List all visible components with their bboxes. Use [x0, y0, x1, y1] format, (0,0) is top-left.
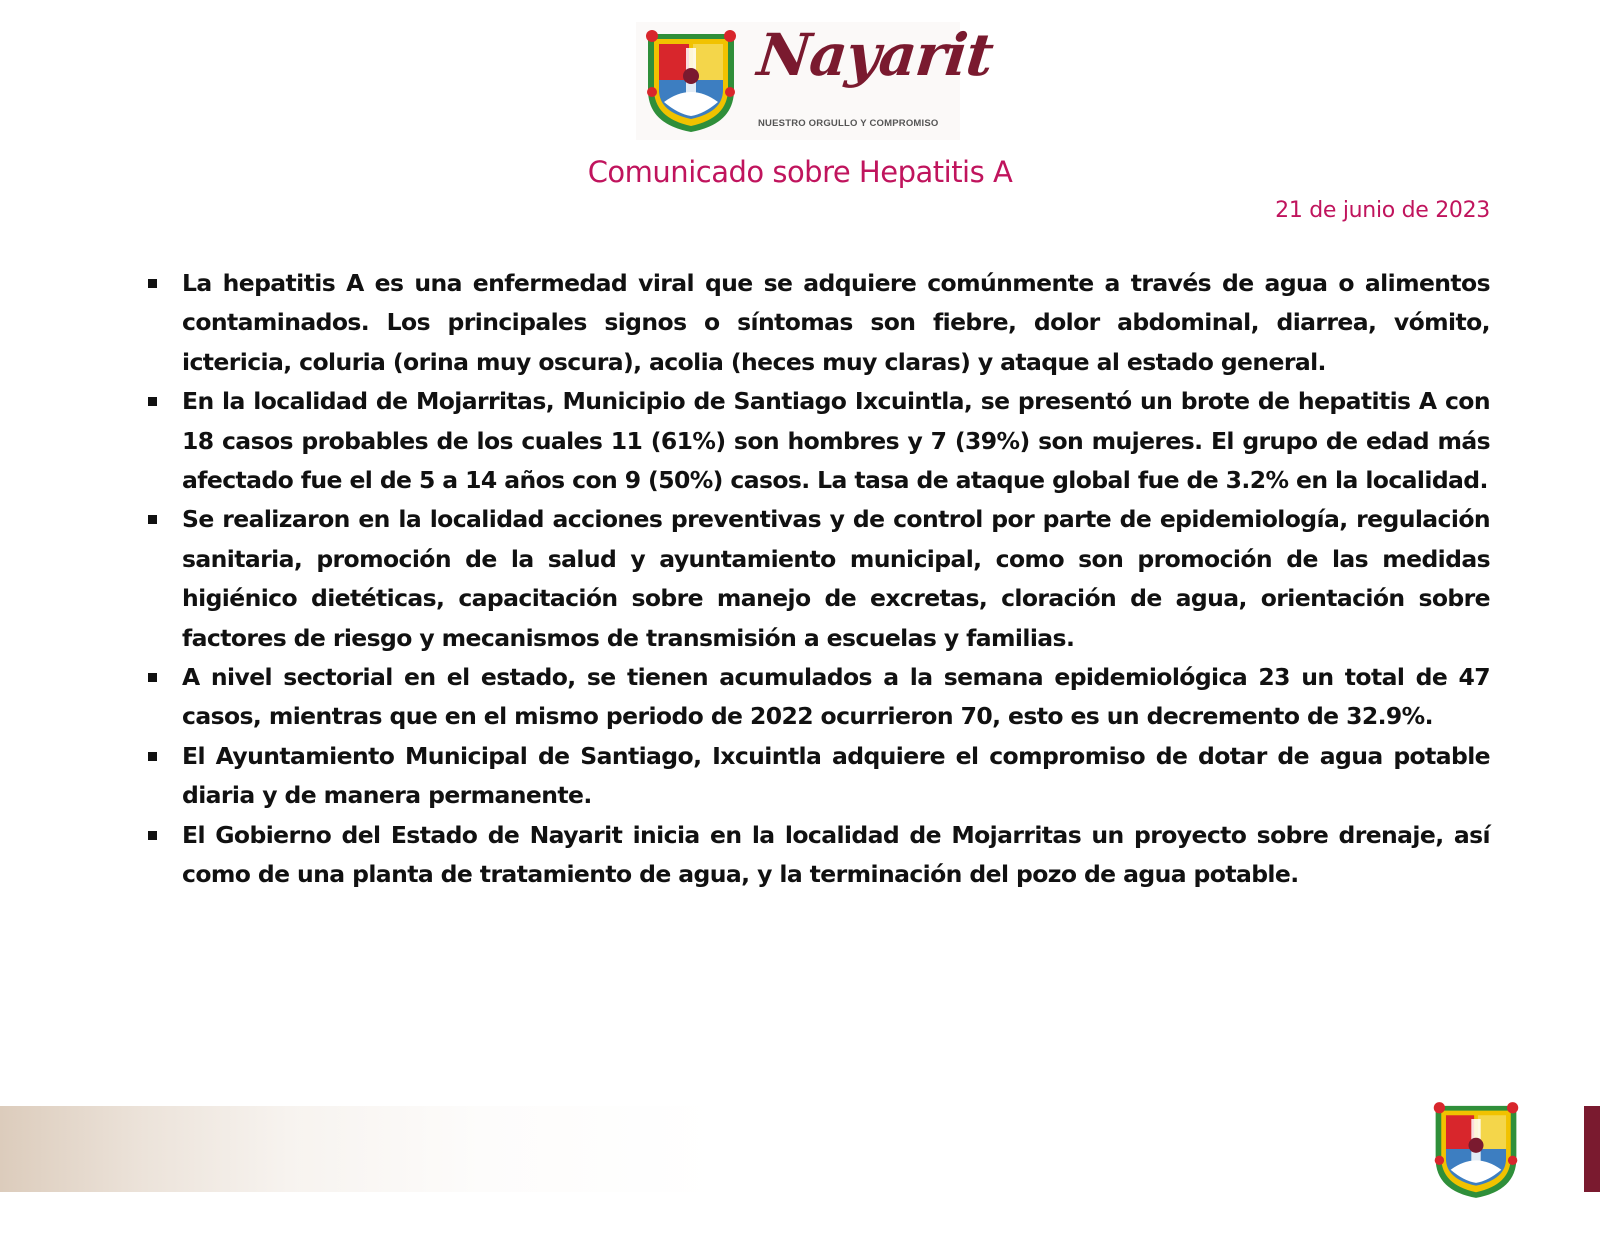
list-item-text: Se realizaron en la localidad acciones preventivas y de control por parte de epidemiología, regulación sanitaria, promoción de la salud y ayuntamiento municipal, como son promoción de las medidas higiénico dietéticas, capacitación sobre manejo de excretas, cloración de agua, orientación sobre factores de riesgo y mecanismos de transmisión a escuelas y familias. [182, 505, 1490, 652]
footer-band [0, 1106, 1600, 1192]
square-bullet-icon [148, 752, 157, 761]
square-bullet-icon [148, 515, 157, 524]
page-title: Comunicado sobre Hepatitis A [587, 155, 1013, 189]
square-bullet-icon [148, 397, 157, 406]
list-item [146, 658, 1490, 737]
square-bullet-icon [148, 831, 157, 840]
square-bullet-icon [148, 279, 157, 288]
list-item-text: El Gobierno del Estado de Nayarit inicia en la localidad de Mojarritas un proyecto sobre drenaje, así como de una planta de tratamiento de agua, y la terminación del pozo de agua potable. [182, 820, 1490, 889]
coat-of-arms-icon [642, 28, 740, 134]
list-item-text: La hepatitis A es una enfermedad viral que se adquiere comúnmente a través de agua o alimentos contaminados. Los principales signos o síntomas son fiebre, dolor abdominal, diarrea, vómito, ictericia, coluria (orina muy oscura), acolia (heces muy claras) y ataque al estado general. [182, 269, 1490, 376]
header-logo [636, 21, 996, 140]
footer-accent-bar [1584, 1106, 1600, 1192]
list-item-text: El Ayuntamiento Municipal de Santiago, Ixcuintla adquiere el compromiso de dotar de agua potable diaria y de manera permanente. [182, 741, 1490, 810]
square-bullet-icon [148, 673, 157, 682]
list-item [146, 382, 1490, 500]
list-item-text: En la localidad de Mojarritas, Municipio de Santiago Ixcuintla, se presentó un brote de hepatitis A con 18 casos probables de los cuales 11 (61%) son hombres y 7 (39%) son mujeres. El grupo de edad más afectado fue el de 5 a 14 años con 9 (50%) casos. La tasa de ataque global fue de 3.2% en la localidad. [182, 387, 1490, 495]
list-item-text: A nivel sectorial en el estado, se tienen acumulados a la semana epidemiológica 23 un total de 47 casos, mientras que en el mismo periodo de 2022 ocurrieron 70, esto es un decremento de 32.9%. [182, 663, 1490, 731]
brand-tagline: NUESTRO ORGULLO Y COMPROMISO [758, 118, 939, 129]
list-item [146, 264, 1490, 382]
document-date: 21 de junio de 2023 [1275, 198, 1490, 223]
list-item [146, 816, 1490, 895]
coat-of-arms-icon [1430, 1100, 1522, 1200]
list-item [146, 737, 1490, 816]
bullet-list [146, 264, 1490, 895]
list-item [146, 500, 1490, 658]
brand-name: Nayarit [754, 21, 996, 89]
